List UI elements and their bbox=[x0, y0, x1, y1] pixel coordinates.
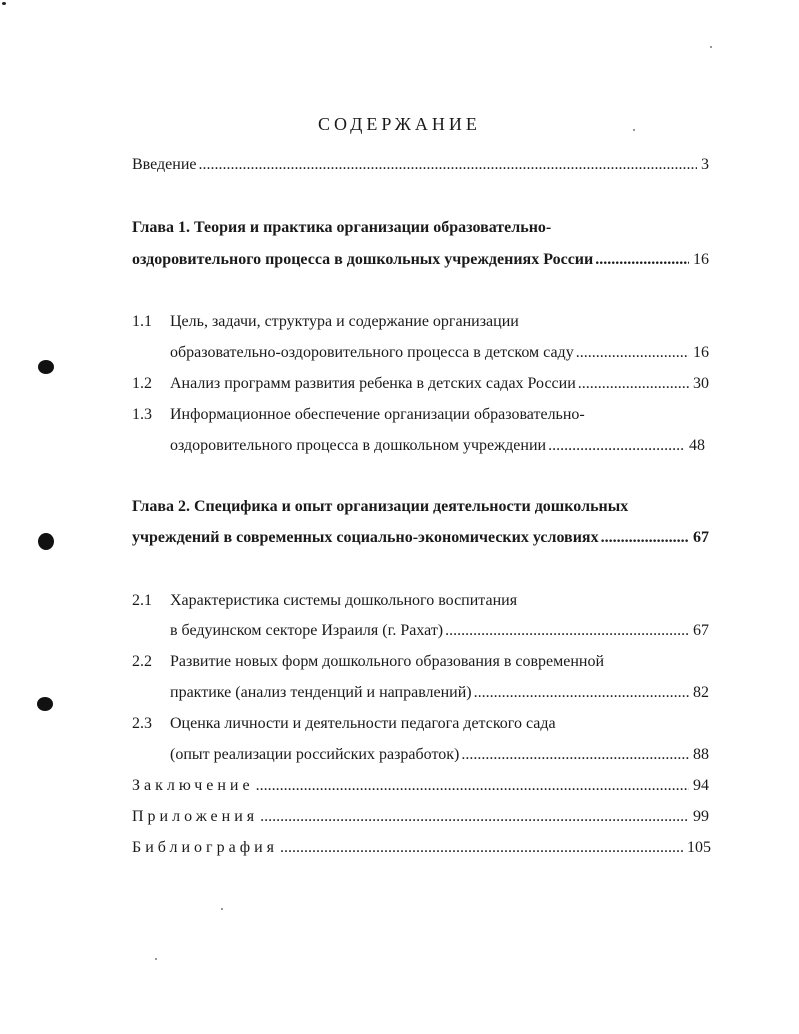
page-number: 82 bbox=[693, 684, 709, 701]
page-title: СОДЕРЖАНИЕ bbox=[318, 114, 481, 134]
toc-entry-section-2-1 bbox=[170, 622, 709, 640]
scan-speck bbox=[155, 958, 157, 960]
leader-dots bbox=[280, 839, 683, 857]
leader-dots bbox=[199, 156, 698, 174]
section-number: 1.1 bbox=[132, 313, 152, 330]
scan-speck bbox=[633, 129, 635, 131]
page-number: 94 bbox=[693, 777, 709, 794]
hole-punch-mark bbox=[37, 697, 53, 711]
toc-entry-bibliography bbox=[132, 839, 711, 857]
section-number: 1.2 bbox=[132, 375, 152, 392]
hole-punch-mark bbox=[38, 360, 54, 374]
toc-label: оздоровительного процесса в дошкольном учреждении bbox=[170, 437, 547, 454]
toc-label: Анализ программ развития ребенка в детских садах России bbox=[170, 375, 576, 392]
section-2-3-line1: Оценка личности и деятельности педагога детского сада bbox=[170, 715, 556, 732]
section-number: 2.2 bbox=[132, 653, 152, 670]
section-2-2-line1: Развитие новых форм дошкольного образования в современной bbox=[170, 653, 605, 670]
page-number: 16 bbox=[693, 251, 709, 268]
toc-entry-intro bbox=[132, 156, 709, 174]
page-number: 67 bbox=[693, 529, 709, 546]
section-1-3-line1: Информационное обеспечение организации образовательно- bbox=[170, 406, 585, 423]
chapter2-title-line1: Глава 2. Специфика и опыт организации деятельности дошкольных bbox=[132, 498, 629, 515]
toc-label: практике (анализ тенденций и направлений) bbox=[170, 684, 472, 701]
scan-speck bbox=[221, 908, 223, 910]
leader-dots bbox=[548, 437, 685, 455]
scan-speck bbox=[710, 46, 712, 48]
toc-entry-section-2-2 bbox=[170, 684, 709, 702]
scan-speck bbox=[2, 2, 6, 5]
toc-entry-section-1-3 bbox=[170, 437, 705, 455]
toc-entry-section-2-3 bbox=[170, 746, 709, 764]
section-2-1-line1: Характеристика системы дошкольного воспитания bbox=[170, 592, 518, 609]
leader-dots bbox=[576, 344, 689, 362]
toc-label: учреждений в современных социально-экономических условиях bbox=[132, 529, 599, 546]
toc-label: образовательно-оздоровительного процесса в детском саду bbox=[170, 344, 574, 361]
chapter1-title-line1: Глава 1. Теория и практика организации образовательно- bbox=[132, 219, 552, 236]
page-number: 99 bbox=[693, 808, 709, 825]
hole-punch-mark bbox=[38, 533, 54, 550]
page-number: 3 bbox=[701, 156, 709, 173]
section-1-1-line1: Цель, задачи, структура и содержание организации bbox=[170, 313, 519, 330]
leader-dots bbox=[256, 777, 689, 795]
toc-label: Библиография bbox=[132, 839, 278, 856]
section-number: 2.1 bbox=[132, 592, 152, 609]
toc-label: Приложения bbox=[132, 808, 259, 825]
leader-dots bbox=[595, 251, 689, 269]
toc-entry-conclusion bbox=[132, 777, 709, 795]
toc-label: в бедуинском секторе Израиля (г. Рахат) bbox=[170, 622, 444, 639]
toc-label: Заключение bbox=[132, 777, 254, 794]
toc-entry-chapter1 bbox=[132, 251, 709, 269]
toc-entry-section-1-1 bbox=[170, 344, 709, 362]
page-number: 105 bbox=[687, 839, 711, 856]
leader-dots bbox=[260, 808, 689, 826]
toc-entry-chapter2 bbox=[132, 529, 709, 547]
page-number: 16 bbox=[693, 344, 709, 361]
toc-entry-appendices bbox=[132, 808, 709, 826]
leader-dots bbox=[445, 622, 689, 640]
page-number: 48 bbox=[689, 437, 705, 454]
page-number: 88 bbox=[693, 746, 709, 763]
section-number: 2.3 bbox=[132, 715, 152, 732]
toc-label: оздоровительного процесса в дошкольных учреждениях России bbox=[132, 251, 594, 268]
section-number: 1.3 bbox=[132, 406, 152, 423]
page-number: 67 bbox=[693, 622, 709, 639]
leader-dots bbox=[474, 684, 689, 702]
toc-label: (опыт реализации российских разработок) bbox=[170, 746, 460, 763]
toc-label: Введение bbox=[132, 156, 197, 173]
page-number: 30 bbox=[693, 375, 709, 392]
toc-entry-section-1-2 bbox=[170, 375, 709, 393]
leader-dots bbox=[578, 375, 689, 393]
leader-dots bbox=[461, 746, 689, 764]
leader-dots bbox=[601, 529, 689, 547]
